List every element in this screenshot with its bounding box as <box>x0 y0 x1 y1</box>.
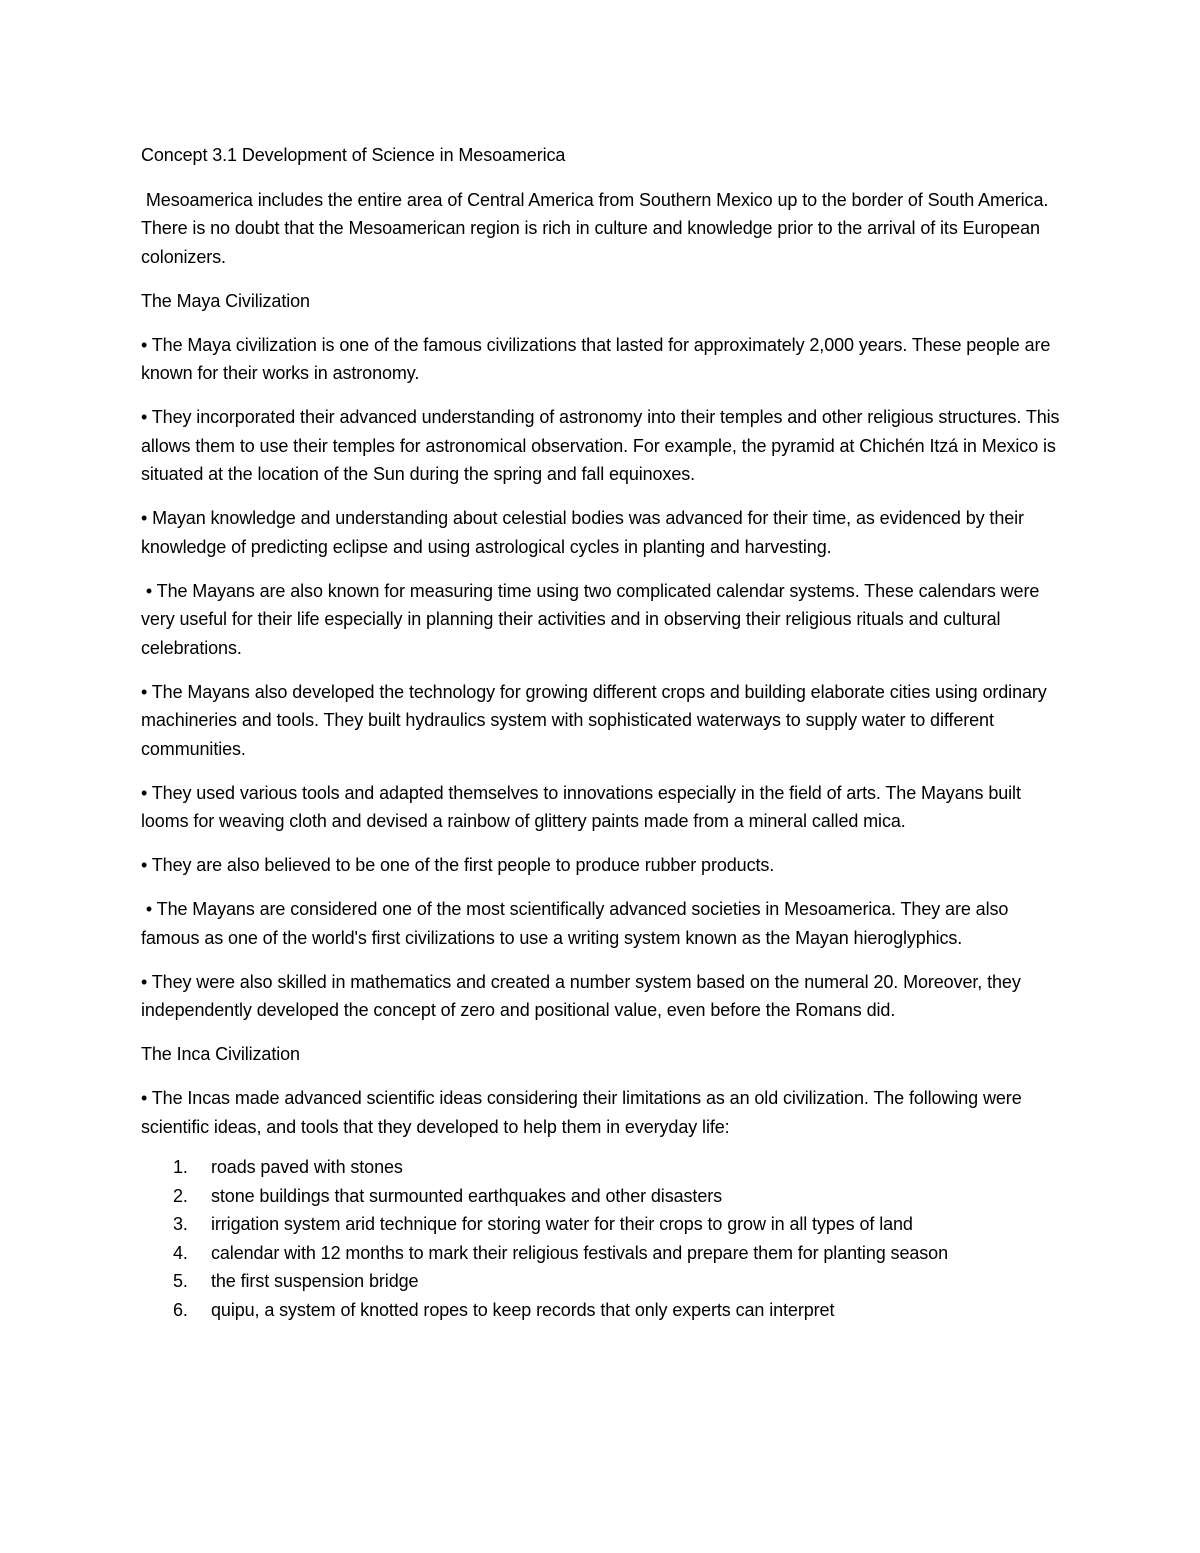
list-item-text: the first suspension bridge <box>211 1271 419 1291</box>
maya-bullet: • They incorporated their advanced understanding of astronomy into their temples and other religious structures. This allows them to use their temples for astronomical observation. For example, the pyramid at Chichén Itzá in Mexico is situated at the location of the Sun during the spring and fall equinoxes. <box>141 407 1060 484</box>
maya-bullet: • They are also believed to be one of the first people to produce rubber products. <box>141 855 775 875</box>
maya-bullet: • The Mayans are also known for measuring time using two complicated calendar systems. These calendars were very useful for their life especially in planning their activities and in observing their religious rituals and cultural celebrations. <box>141 580 1045 658</box>
inca-bullet: • The Incas made advanced scientific ideas considering their limitations as an old civilization. The following were scientific ideas, and tools that they developed to help them in everyday life: <box>141 1088 1022 1137</box>
list-item <box>141 1267 1063 1296</box>
maya-bullet: • Mayan knowledge and understanding about celestial bodies was advanced for their time, as evidenced by their knowledge of predicting eclipse and using astrological cycles in planting and harvesting. <box>141 508 1024 557</box>
list-item <box>141 1239 1063 1268</box>
list-item-number: 3. <box>173 1214 188 1234</box>
list-item-number: 5. <box>173 1271 188 1291</box>
maya-heading: The Maya Civilization <box>141 290 310 311</box>
list-item-number: 2. <box>173 1185 188 1206</box>
list-item-text: irrigation system arid technique for storing water for their crops to grow in all types of land <box>211 1214 913 1234</box>
maya-bullet: • The Maya civilization is one of the famous civilizations that lasted for approximately 2,000 years. These people are known for their works in astronomy. <box>141 334 1051 383</box>
inca-ideas-list <box>141 1153 1063 1324</box>
list-item-number: 1. <box>173 1157 188 1177</box>
intro-paragraph: Mesoamerica includes the entire area of Central America from Southern Mexico up to the border of South America. There is no doubt that the Mesoamerican region is rich in culture and knowledge prior to the arrival of its European colonizers. <box>141 189 1053 267</box>
maya-bullet: • They used various tools and adapted themselves to innovations especially in the field of arts. The Mayans built looms for weaving cloth and devised a rainbow of glittery paints made from a mineral called mica. <box>141 782 1021 831</box>
list-item-number: 4. <box>173 1242 188 1263</box>
list-item-text: stone buildings that surmounted earthquakes and other disasters <box>211 1185 723 1206</box>
maya-bullet: • The Mayans also developed the technology for growing different crops and building elaborate cities using ordinary machineries and tools. They built hydraulics system with sophisticated waterways to supply water to different communities. <box>141 681 1047 759</box>
list-item <box>141 1210 1063 1239</box>
document-title: Concept 3.1 Development of Science in Mesoamerica <box>141 145 566 165</box>
list-item-text: quipu, a system of knotted ropes to keep records that only experts can interpret <box>211 1299 835 1320</box>
inca-heading: The Inca Civilization <box>141 1044 300 1064</box>
list-item-text: calendar with 12 months to mark their religious festivals and prepare them for planting season <box>211 1242 948 1263</box>
list-item <box>141 1296 1063 1325</box>
document-body <box>141 141 1063 1324</box>
list-item-text: roads paved with stones <box>211 1157 403 1177</box>
list-item-number: 6. <box>173 1299 188 1320</box>
list-item <box>141 1182 1063 1211</box>
maya-bullet: • The Mayans are considered one of the most scientifically advanced societies in Mesoamerica. They are also famous as one of the world's first civilizations to use a writing system known as the Mayan hieroglyphics. <box>141 899 1014 948</box>
maya-bullet: • They were also skilled in mathematics and created a number system based on the numeral 20. Moreover, they independently developed the concept of zero and positional value, even before the Romans did. <box>141 971 1021 1020</box>
list-item <box>141 1153 1063 1182</box>
